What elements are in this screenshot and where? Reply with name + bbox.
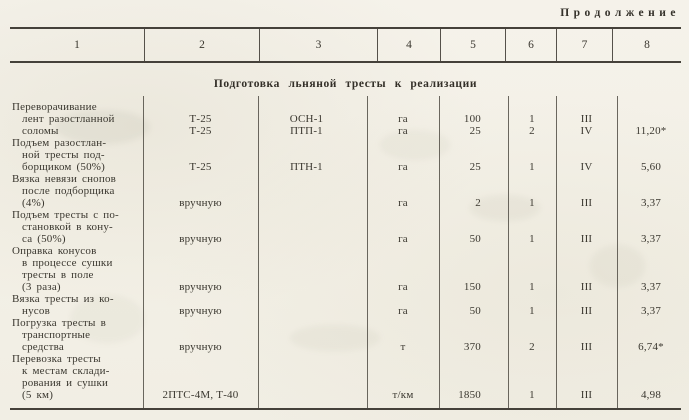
- cell-machine: [258, 293, 367, 317]
- cell-rate: [617, 317, 681, 353]
- value-grade: III: [580, 389, 593, 401]
- cell-rate: [617, 293, 681, 317]
- value-machine: [258, 305, 355, 317]
- table-row: [10, 209, 681, 245]
- work-line: к местам склади-: [22, 365, 110, 377]
- value-rate: 3,37: [640, 281, 662, 293]
- value-machine: ПТН-1: [290, 161, 323, 173]
- cell-grade: [556, 209, 617, 245]
- cell-grade: [556, 353, 617, 401]
- value-count: 1: [529, 197, 535, 209]
- column-number-3: 3: [260, 29, 378, 61]
- value-grade: III: [580, 113, 593, 125]
- value-tractor: Т-25: [189, 113, 212, 125]
- cell-unit: [367, 173, 439, 209]
- value-tractor: вручную: [179, 233, 222, 245]
- value-machine: [258, 281, 355, 293]
- table-row: [10, 101, 681, 137]
- cell-rate: [617, 209, 681, 245]
- value-grade: III: [580, 305, 593, 317]
- work-line: транспортные: [22, 329, 91, 341]
- value-count: 1: [529, 305, 535, 317]
- table-bottom-rule: [10, 408, 681, 410]
- column-number-8: 8: [644, 39, 650, 51]
- cell-tractor: [143, 293, 258, 317]
- work-line: после подборщика: [22, 185, 115, 197]
- work-line: становкой в кону-: [22, 221, 113, 233]
- value-unit: га: [398, 233, 408, 245]
- work-line: нусов: [22, 305, 50, 317]
- work-line: лент разостланной: [22, 113, 115, 125]
- cell-count: [508, 245, 556, 293]
- value-machine: [258, 341, 355, 353]
- cell-unit: [367, 209, 439, 245]
- work-line: Переворачивание: [12, 101, 97, 113]
- cell-volume: [439, 101, 508, 137]
- value-tractor: 2ПТС-4М, Т-40: [162, 389, 239, 401]
- cell-unit: [367, 317, 439, 353]
- value-unit: га: [398, 125, 408, 137]
- cell-volume: [439, 353, 508, 401]
- table-header-row: [10, 29, 681, 61]
- cell-volume: [439, 173, 508, 209]
- cell-tractor: [143, 209, 258, 245]
- value-unit: га: [398, 305, 408, 317]
- table-row: [10, 317, 681, 353]
- cell-unit: [367, 293, 439, 317]
- cell-rate: [617, 173, 681, 209]
- work-line: соломы: [22, 125, 59, 137]
- value-unit: га: [398, 113, 408, 125]
- value-rate: 11,20*: [635, 125, 667, 137]
- cell-volume: [439, 245, 508, 293]
- table-row: [10, 353, 681, 401]
- cell-work-description: [10, 293, 143, 317]
- section-title: Подготовка льняной тресты к реализации: [213, 78, 478, 90]
- continuation-label: Продолжение: [560, 7, 680, 19]
- value-volume: 25: [469, 161, 481, 173]
- cell-unit: [367, 101, 439, 137]
- table-row: [10, 245, 681, 293]
- work-line: (4%): [22, 197, 45, 209]
- cell-tractor: [143, 353, 258, 401]
- column-number-2: 2: [145, 29, 260, 61]
- value-tractor: вручную: [179, 197, 222, 209]
- work-line: ной тресты под-: [22, 149, 105, 161]
- cell-tractor: [143, 317, 258, 353]
- work-line: в процессе сушки: [22, 257, 113, 269]
- cell-grade: [556, 293, 617, 317]
- value-rate: [621, 113, 681, 125]
- value-tractor: вручную: [179, 281, 222, 293]
- cell-count: [508, 293, 556, 317]
- value-count: 1: [529, 281, 535, 293]
- cell-tractor: [143, 245, 258, 293]
- value-volume: 50: [469, 233, 481, 245]
- column-number-5: 5: [441, 29, 506, 61]
- work-line: Погрузка тресты в: [12, 317, 106, 329]
- cell-unit: [367, 137, 439, 173]
- cell-machine: [258, 353, 367, 401]
- column-number-6: 6: [506, 29, 557, 61]
- table-row: [10, 173, 681, 209]
- cell-work-description: [10, 209, 143, 245]
- column-number-7: 7: [557, 29, 613, 61]
- cell-work-description: [10, 353, 143, 401]
- cell-work-description: [10, 317, 143, 353]
- value-machine: [258, 197, 355, 209]
- value-rate: 3,37: [640, 233, 662, 245]
- cell-machine: [258, 245, 367, 293]
- cell-grade: [556, 317, 617, 353]
- work-line: Подъем тресты с по-: [12, 209, 119, 221]
- value-volume: 2: [475, 197, 481, 209]
- work-line: (3 раза): [22, 281, 61, 293]
- header-bottom-rule: [10, 61, 681, 63]
- work-line: средства: [22, 341, 64, 353]
- work-line: рования и сушки: [22, 377, 109, 389]
- value-volume: 1850: [458, 389, 481, 401]
- value-unit: га: [398, 281, 408, 293]
- cell-machine: [258, 209, 367, 245]
- value-grade: III: [580, 233, 593, 245]
- work-line: Оправка конусов: [12, 245, 97, 257]
- value-unit: т: [400, 341, 406, 353]
- work-line: Вязка невязи снопов: [12, 173, 117, 185]
- value-tractor: Т-25: [189, 161, 212, 173]
- column-number-1: 1: [10, 29, 145, 61]
- cell-work-description: [10, 245, 143, 293]
- value-grade: IV: [580, 161, 593, 173]
- value-grade: III: [580, 281, 593, 293]
- value-rate: 3,37: [640, 305, 662, 317]
- cell-volume: [439, 209, 508, 245]
- cell-rate: [617, 137, 681, 173]
- cell-work-description: [10, 101, 143, 137]
- value-count: 1: [529, 113, 535, 125]
- cell-work-description: [10, 173, 143, 209]
- cell-count: [508, 209, 556, 245]
- value-count: 2: [529, 125, 535, 137]
- work-line: борщиком (50%): [22, 161, 106, 173]
- value-volume: 25: [469, 125, 481, 137]
- work-line: Перевозка тресты: [12, 353, 101, 365]
- column-number-4: 4: [378, 29, 441, 61]
- value-machine: [258, 233, 355, 245]
- value-tractor: Т-25: [189, 125, 212, 137]
- value-machine: ПТП-1: [290, 125, 323, 137]
- cell-machine: [258, 101, 367, 137]
- cell-count: [508, 173, 556, 209]
- value-count: 1: [529, 389, 535, 401]
- value-count: 1: [529, 233, 535, 245]
- cell-machine: [258, 137, 367, 173]
- value-tractor: вручную: [179, 305, 222, 317]
- value-volume: 100: [463, 113, 481, 125]
- value-volume: 150: [463, 281, 481, 293]
- cell-machine: [258, 173, 367, 209]
- cell-unit: [367, 353, 439, 401]
- table-row: [10, 137, 681, 173]
- value-rate: 5,60: [640, 161, 662, 173]
- cell-grade: [556, 101, 617, 137]
- value-machine: [258, 389, 355, 401]
- work-line: Подъем разостлан-: [12, 137, 107, 149]
- value-count: 1: [529, 161, 535, 173]
- cell-grade: [556, 245, 617, 293]
- table-body: [10, 96, 681, 408]
- table-rows: [10, 101, 681, 401]
- cell-count: [508, 353, 556, 401]
- cell-count: [508, 317, 556, 353]
- work-line: (5 км): [22, 389, 54, 401]
- value-unit: га: [398, 161, 408, 173]
- value-grade: IV: [580, 125, 593, 137]
- value-tractor: вручную: [179, 341, 222, 353]
- cell-grade: [556, 173, 617, 209]
- cell-grade: [556, 137, 617, 173]
- work-line: тресты в поле: [22, 269, 94, 281]
- value-rate: 3,37: [640, 197, 662, 209]
- value-volume: 50: [469, 305, 481, 317]
- cell-rate: [617, 245, 681, 293]
- cell-count: [508, 101, 556, 137]
- value-unit: т/км: [392, 389, 414, 401]
- value-machine: ОСН-1: [289, 113, 324, 125]
- work-line: са (50%): [22, 233, 66, 245]
- cell-machine: [258, 317, 367, 353]
- value-rate: 6,74*: [638, 341, 664, 353]
- table-row: [10, 293, 681, 317]
- value-unit: га: [398, 197, 408, 209]
- work-line: Вязка тресты из ко-: [12, 293, 114, 305]
- value-grade: III: [580, 341, 593, 353]
- cell-volume: [439, 293, 508, 317]
- cell-volume: [439, 317, 508, 353]
- value-volume: 370: [463, 341, 481, 353]
- cell-tractor: [143, 101, 258, 137]
- cell-unit: [367, 245, 439, 293]
- cell-volume: [439, 137, 508, 173]
- cell-tractor: [143, 173, 258, 209]
- value-rate: 4,98: [640, 389, 662, 401]
- cell-rate: [617, 353, 681, 401]
- value-count: 2: [529, 341, 535, 353]
- cell-rate: [617, 101, 681, 137]
- cell-tractor: [143, 137, 258, 173]
- cell-work-description: [10, 137, 143, 173]
- value-grade: III: [580, 197, 593, 209]
- cell-count: [508, 137, 556, 173]
